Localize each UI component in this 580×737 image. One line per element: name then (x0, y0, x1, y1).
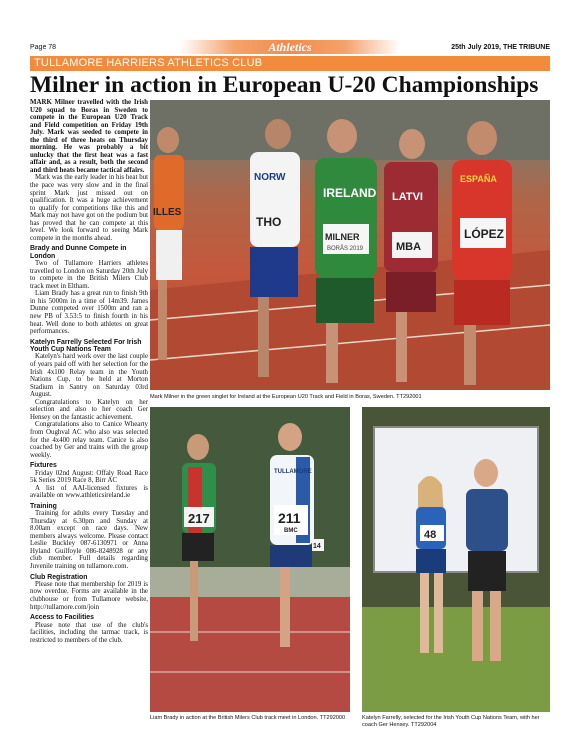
club-kicker: TULLAMORE HARRIERS ATHLETICS CLUB (30, 56, 550, 71)
race-illustration (150, 100, 550, 390)
subhead: Brady and Dunne Compete in London (30, 245, 127, 260)
farrelly-photo-caption: Katelyn Farrelly, selected for the Irish Youth Cup Nations Team, with her coach Ger Hensey. TT292004 (362, 715, 540, 728)
bib-text: TULLAMORE (274, 469, 312, 475)
farrelly-illustration (362, 407, 550, 712)
subhead: Katelyn Farrelly Selected For Irish Youth Cup Nations Team (30, 338, 142, 354)
bib-text: 217 (188, 511, 210, 526)
article-paragraph: Katelyn's hard work over the last couple of years paid off with her selection for the Irish 4x100 Relay team in the Youth Nations Cup, to be held at Morton Stadium in Santry on Saturday 03rd August. (30, 353, 148, 399)
brady-photo-caption: Liam Brady in action at the British Milers Club track meet in London. TT292000 (150, 715, 346, 721)
bib-text: MILNER (325, 232, 360, 242)
bib-text: THO (256, 215, 282, 229)
article-paragraph: Congratulations to Katelyn on her selection and also to her coach Ger Hensey on the fantastic achievement. (30, 398, 148, 421)
bib-text: ESPAÑA (460, 174, 497, 184)
article-paragraph: Please note that membership for 2019 is now overdue. Forms are available in the clubhouse or from Tullamore website, http://tullamore.com/join (30, 580, 148, 611)
issue-date: 25th July 2019, THE TRIBUNE (451, 44, 550, 51)
bib-text: MBA (396, 241, 422, 253)
article-paragraph: Please note that use of the club's facilities, including the tarmac track, is restricted to members of the club. (30, 621, 148, 644)
article-paragraph: Two of Tullamore Harriers athletes travelled to London on Saturday 20th July to compete in the British Milers Club track meet in Eltham. (30, 260, 148, 290)
article-paragraph: Liam Brady has a great run to finish 9th in his 5000m in a time of 14m39. James Dunne competed over 1500m and ran a new PB of 3.53:5 to finish fourth in his heat. Well done to both athletes on great performances. (30, 290, 148, 336)
bib-text: 211 (278, 510, 301, 526)
subhead: Training (30, 502, 57, 510)
article-paragraph: A list of AAI-licensed fixtures is available on www.athleticsireland.ie (30, 484, 148, 500)
bib-text: 14 (313, 543, 321, 550)
article-paragraph: Training for adults every Tuesday and Thursday at 6.30pm and Sunday at 8.00am except on race days. New members always welcome. Please contact Leslie Buckley 087-6130971 or Anna Hyland Guilfoyle 086-8248928 or any club member. Full details regarding Juvenile training on tullamore.com. (30, 510, 148, 570)
headline: Milner in action in European U-20 Championships (30, 72, 539, 98)
brady-race-photo (150, 407, 350, 712)
page-number: Page 78 (30, 44, 57, 51)
subhead: Club Registration (30, 573, 88, 581)
subhead: Access to Facilities (30, 614, 94, 622)
article-lead: MARK Milner travelled with the Irish U20 squad to Boras in Sweden to compete in the European U20 Track and Field competition on Friday 19th July. Mark was seeded to compete in the third of three heats on Thursday morning. He was probably a bit unlucky that the first heat was a fast affair and, as a result, both the second and third heats became tactical affairs. (30, 99, 148, 174)
page-folio (30, 40, 550, 54)
bib-text: LATVI (392, 191, 423, 203)
main-photo-caption: Mark Milner in the green singlet for Ireland at the European U20 Track and Field in Boras, Sweden. TT292001 (150, 394, 422, 400)
article-paragraph: Mark was the early leader in his heat but the pace was very slow and in the final sprint Mark just missed out on qualification. It was a huge achievement to qualify for competitions like this and Mark may not have got on the podium but has proved that he can compete at this level. We look forward to seeing Mark compete in the months ahead. (30, 174, 148, 242)
bib-text: IRELAND (323, 186, 377, 200)
main-race-photo (150, 100, 550, 390)
bib-text: ILLES (153, 207, 182, 218)
bib-text: LÓPEZ (464, 227, 505, 241)
section-tab: Athletics (180, 40, 400, 54)
brady-illustration (150, 407, 350, 712)
bib-text: BMC (284, 528, 298, 534)
farrelly-photo (362, 407, 550, 712)
bib-text: 48 (424, 529, 437, 541)
bib-text: BORÅS 2019 (327, 246, 364, 252)
article-column (30, 99, 148, 709)
article-paragraph: Congratulations also to Canice Whearty from Oughval AC who also was selected for the 4x400 relay team. Canice is also coached by Ger and trains with the group weekly. (30, 421, 148, 459)
subhead: Fixtures (30, 462, 57, 470)
article-paragraph: Friday 02nd August: Offaly Road Race 5k Series 2019 Race 8, Birr AC (30, 469, 148, 485)
bib-text: NORW (254, 172, 286, 183)
